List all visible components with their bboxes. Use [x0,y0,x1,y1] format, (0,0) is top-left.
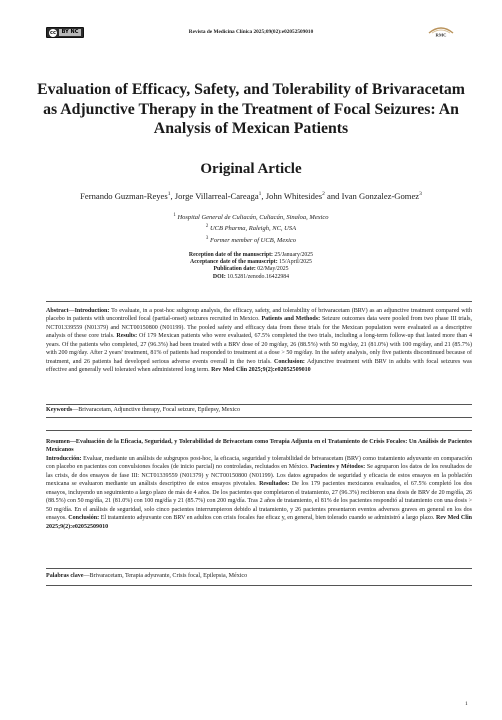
palabras-clave: Palabras clave—Brivaracetam, Terapia adyuvante, Crisis focal, Epilepsia, México [46,573,248,579]
paper-title: Evaluation of Efficacy, Safety, and Tolerability of Brivaracetam as Adjunctive Therapy in the Treatment of Focal Seizures: An Analysis of Mexican Patients [37,81,465,137]
date-line: Acceptance date of the manuscript: 15/April/2025 [190,259,312,266]
page-number: 1 [465,701,468,707]
article-type: Original Article [200,161,302,177]
author: Ivan Gonzalez-Gomez$^3$ [341,191,422,201]
author-list [0,191,502,201]
license-label: BY NC [59,29,81,36]
divider [46,568,472,569]
author: Jorge Villarreal-Careaga$^1$, [174,191,266,201]
abstract: Abstract—Introduction: To evaluate, in a post-hoc subgroup analysis, the efficacy, safety, and tolerability of brivaracetam (BRV) as an adjunctive treatment compared with placebo in patients with uncontrolled focal (partial-onset) seizures recruited in Mexico. Patients and Methods: Seizure outcomes data were pooled from two phase III trials, NCT01339559 (N01379) and NCT00150800 (N01199). The pooled safety and efficacy data from these trials for the Mexican population were evaluated as a descriptive analysis of these core trials. Results: Of 179 Mexican patients who were evaluated, 67.5% completed the two trials, including a long-term follow-up that lasted more than 4 years. Of the patients who completed, 27 (96.3%) had been treated with a BRV dose of 20 mg/day, 26 (88.5%) with 50 mg/day, 21 (81.0%) with 100 mg/day, and 21 (85.7%) with 200 mg/day. After 2 years' treatment, 81% of patients had responded to treatment at a dose > 50 mg/day. In the safety analysis, only five patients discontinued because of treatment, and 26 patients had developed serious adverse events overall in the two trials. Conclusion: Adjunctive treatment with BRV in adults with focal seizures was effective and generally well tolerated when administered long term. Rev Med Clin 2025;9(2):e02052509010 [46,308,472,374]
divider [46,417,472,418]
date-line: Publication date: 02/May/2025 [213,266,289,273]
affiliation: $^3$ Former member of UCB, Mexico [205,235,297,245]
resumen: Resumen—Evaluación de la Eficacia, Seguridad, y Tolerabilidad de Brivacetam como Terapia Adjunta en el Tratamiento de Crisis Focales: Un Análisis de Pacientes Mexicanos Introducción: Evaluar, mediante un análisis de subgrupos post-hoc, la eficacia, seguridad y tolerabilidad de brivaracetam (BRV) como tratamiento adyuvante en comparación con placebo en pacientes con convulsiones focales (de inicio parcial) no controladas, reclutados en México. Pacientes y Métodos: Se agruparon los datos de los resultados de las crisis, de dos ensayos de fase III: NCT01339559 (N01379) y NCT00150800 (N01199). Los datos agrupados de seguridad y eficacia de estos ensayos en la población mexicana se evaluaron mediante un análisis descriptivo de estos ensayos pivotales. Resultados: De los 179 pacientes mexicanos evaluados, el 67.5% completó los dos ensayos, incluyendo un seguimiento a largo plazo de más de 4 años. De los pacientes que completaron el tratamiento, 27 (96.3%) recibieron una dosis de BRV de 20 mg/día, 26 (88.5%) con 50 mg/día, 21 (81.0%) con 100 mg/día y 21 (85.7%) con 200 mg/día. Tras 2 años de tratamiento, el 81% de los pacientes respondió al tratamiento con una dosis > 50 mg/día. En el análisis de seguridad, solo cinco pacientes interrumpieron debido al tratamiento, y 26 pacientes presentaron eventos adversos graves en general en los dos ensayos. Conclusión: El tratamiento adyuvante con BRV en adultos con crisis focales fue eficaz y, en general, bien tolerado cuando se administró a largo plazo. Rev Med Clin 2025;9(2):e02052509010 [46,439,472,530]
doi-line[interactable]: DOI: 10.5281/zenodo.16422984 [212,273,290,280]
divider [46,430,472,431]
journal-logo-icon [426,24,456,38]
author: John Whitesides$^2$ and [265,191,342,201]
abstract-citation: Rev Med Clin 2025;9(2):e02052509010 [211,367,311,374]
affiliations [0,211,502,245]
svg-text:RMC: RMC [435,32,447,38]
affiliation: $^1$ Hospital General de Culiacán, Culiacán, Sinaloa, Mexico [173,213,329,222]
divider [46,301,472,302]
divider [46,585,472,586]
resumen-citation: Rev Med Clin 2025;9(2):e02052509010 [46,515,472,530]
manuscript-dates [0,252,502,281]
date-line: Reception date of the manuscript: 25/January/2025 [188,252,314,258]
author: Fernando Guzman-Reyes$^1$, [80,191,175,201]
cc-icon: cc [50,29,56,36]
journal-header: Revista de Medicina Clínica 2025;09(02):e02052509010 [188,29,314,35]
affiliation: $^2$ UCB Pharma, Raleigh, NC, USA [205,224,297,233]
divider [46,404,472,405]
keywords: Keywords—Brivaracetam, Adjunctive therapy, Focal seizure, Epilepsy, Mexico [46,407,241,413]
